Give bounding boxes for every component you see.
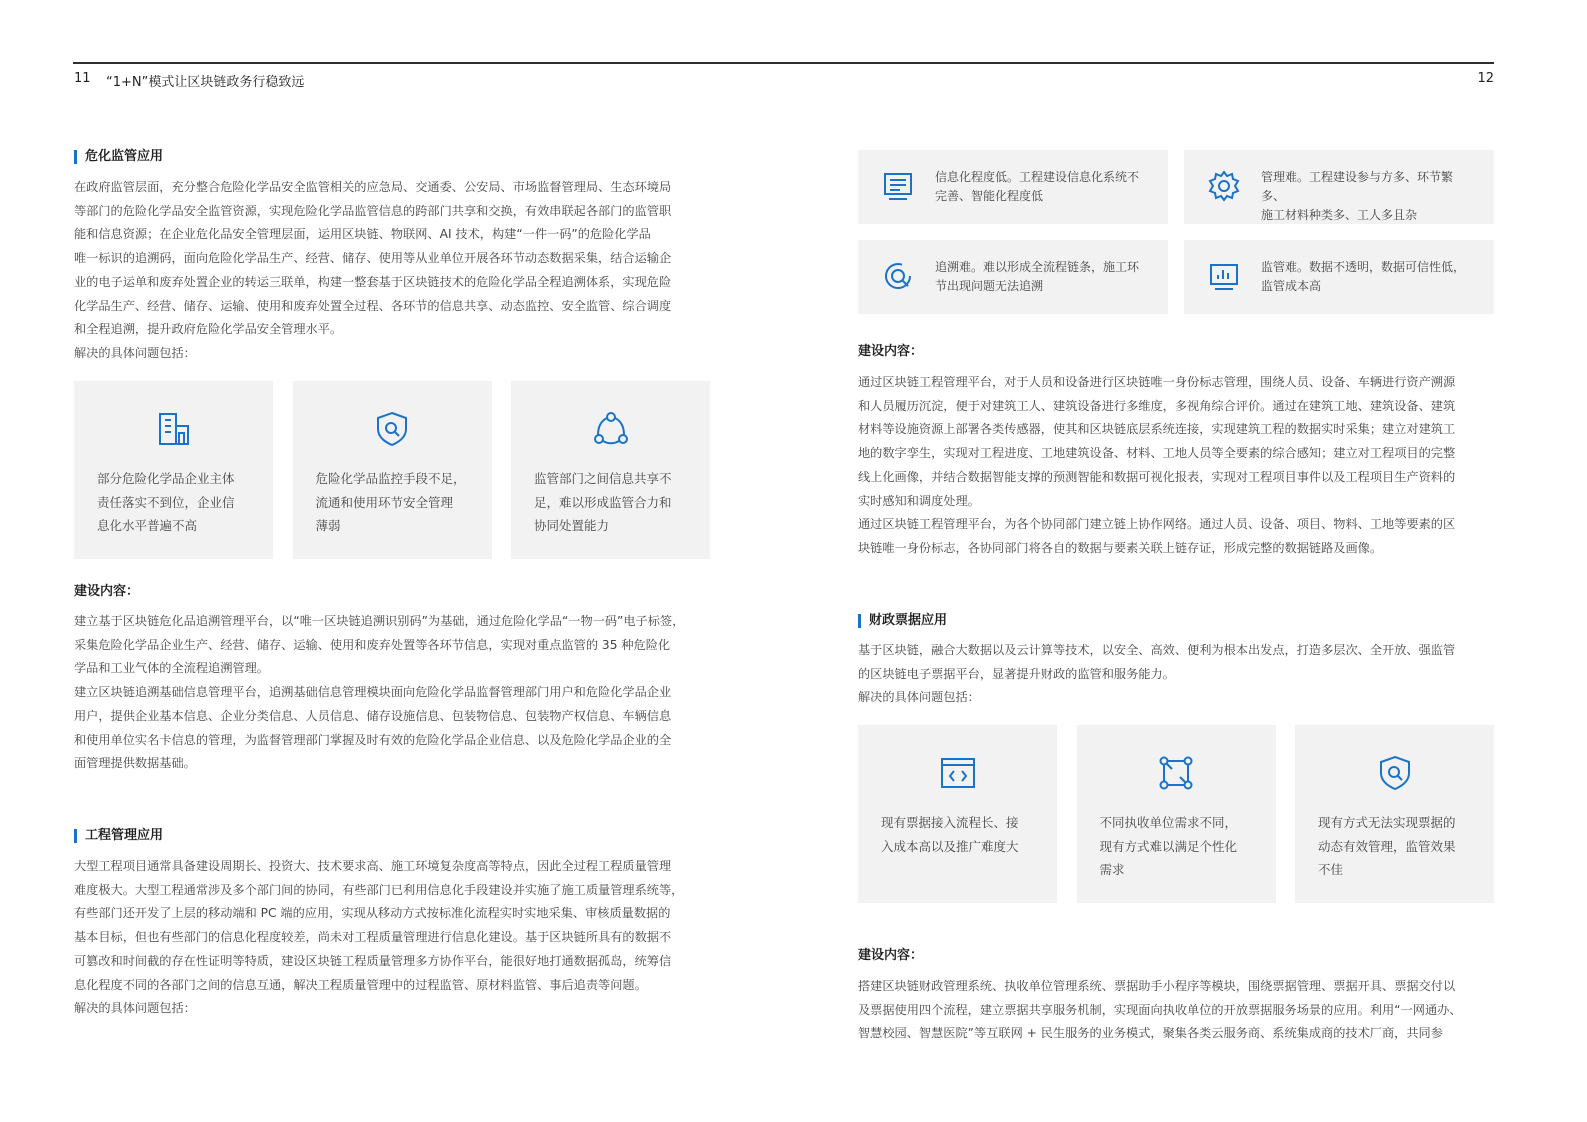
text-line: 块链唯一身份标志，各协同部门将各自的数据与要素关联上链存证，形成完整的数据链路及画像。 [858,540,1383,555]
card-line: 现有方式无法实现票据的 [1318,815,1456,830]
text-line: 化学品生产、经营、储存、运输、使用和废弃处置全过程、各环节的信息共享、动态监控、安全监管、综合调度 [74,298,672,313]
text-line: 和人员履历沉淀，便于对建筑工人、建筑设备进行多维度，多视角综合评价。通过在建筑工地、建筑设备、建筑 [858,398,1456,413]
monitor-chart-icon [1206,258,1242,294]
card-line: 不佳 [1318,862,1344,877]
section-heading-engineering: 工程管理应用 [74,828,163,844]
card-line: 完善、智能化程度低 [935,189,1044,203]
text-line: 面管理提供数据基础。 [74,756,196,771]
problem-card [1077,725,1276,903]
engineering-build-heading: 建设内容： [858,344,924,359]
text-line: 地的数字孪生，实现对工程进度、工地建筑设备、材料、工地人员等全要素的综合感知；建立对工程项目的完整 [858,446,1456,461]
card-line: 监管难。数据不透明，数据可信性低， [1261,260,1466,274]
card-line: 需求 [1099,862,1125,877]
problem-card [858,150,1168,224]
section-heading-finance: 财政票据应用 [858,613,947,629]
card-line: 现有票据接入流程长、接 [881,815,1019,830]
section-heading-hazmat: 危化监管应用 [74,149,163,165]
card-line: 管理难。工程建设参与方多、环节繁多、 [1261,170,1454,203]
card-line: 薄弱 [315,518,341,533]
text-line: 大型工程项目通常具备建设周期长、投资大、技术要求高、施工环境复杂度高等特点，因此全过程工程质量管理 [74,859,672,873]
node-square-icon [1156,753,1196,793]
text-line: 解决的具体问题包括： [858,690,980,705]
text-line: 解决的具体问题包括： [74,1001,196,1016]
code-window-icon [938,753,978,793]
card-line: 现有方式难以满足个性化 [1099,838,1238,854]
text-line: 及票据使用四个流程，建立票据共享服务机制，实现面向执收单位的开放票据服务场景的应用。利用“一网通办、 [858,1002,1462,1017]
text-line: 建立基于区块链危化品追溯管理平台，以“唯一区块链追溯识别码”为基础，通过危险化学品“一物一码”电子标签， [74,614,685,628]
text-line: 建立区块链追溯基础信息管理平台，追溯基础信息管理模块面向危险化学品监督管理部门用户和危险化学品企业 [74,685,672,700]
card-line: 息化水平普遍不高 [97,518,198,533]
text-line: 采集危险化学品企业生产、经营、储存、运输、使用和废弃处置等各环节信息，实现对重点监管的 35 种危险化 [74,637,671,652]
building-icon [154,409,194,449]
card-line: 动态有效管理，监管效果 [1318,838,1456,854]
text-line: 智慧校园、智慧医院”等互联网 + 民生服务的业务模式，聚集各类云服务商、系统集成商的技术厂商，共同参 [858,1026,1443,1041]
card-line: 追溯难。难以形成全流程链条，施工环 [935,260,1140,274]
text-line: 基本目标，但也有些部门的信息化程度较差，尚未对工程质量管理进行信息化建设。基于区块链所具有的数据不 [74,930,672,945]
finance-build-heading: 建设内容： [858,948,924,963]
problem-card [858,725,1057,903]
shield-search-icon [1375,753,1415,793]
card-line: 监管部门之间信息共享不 [534,471,672,486]
text-line: 息化程度不同的各部门之间的信息互通，解决工程质量管理中的过程监管、原材料监管、事后追责等问题。 [74,977,647,992]
problem-card [74,381,273,559]
problem-card [1184,240,1494,314]
text-line: 材料等设施资源上部署各类传感器，使其和区块链底层系统连接，实现建筑工程的数据实时采集；建立对建筑工 [858,422,1456,437]
card-line: 足，难以形成监管合力和 [534,494,672,510]
gear-icon [1206,168,1242,204]
finance-intro [858,639,1494,710]
network-nodes-icon [591,409,631,449]
text-line: 在政府监管层面，充分整合危险化学品安全监管相关的应急局、交通委、公安局、市场监督管理局、生态环境局 [74,180,672,194]
card-line: 信息化程度低。工程建设信息化系统不 [935,170,1140,184]
text-line: 基于区块链，融合大数据以及云计算等技术，以安全、高效、便利为根本出发点，打造多层次、全开放、强监管 [858,643,1456,657]
page-number-right: 12 [1477,71,1494,86]
problem-card [293,381,492,559]
hazmat-build-text [74,610,710,776]
engineering-intro [74,855,710,1021]
text-line: 搭建区块链财政管理系统、执收单位管理系统、票据助手小程序等模块，围绕票据管理、票据开具、票据交付以 [858,979,1456,993]
text-line: 业的电子运单和废弃处置企业的转运三联单，构建一整套基于区块链技术的危险化学品全程追溯体系，实现危险 [74,274,672,289]
text-line: 可篡改和时间截的存在性证明等特质，建设区块链工程质量管理多方协作平台，能很好地打通数据孤岛，统筹信 [74,953,672,968]
card-line: 部分危险化学品企业主体 [97,471,235,486]
text-line: 通过区块链工程管理平台，对于人员和设备进行区块链唯一身份标志管理，围绕人员、设备、车辆进行资产溯源 [858,375,1456,389]
card-line: 协同处置能力 [534,518,610,533]
hazmat-problem-cards [74,381,710,559]
text-line: 唯一标识的追溯码，面向危险化学品生产、经营、储存、使用等从业单位开展各环节动态数据采集，结合运输企 [74,251,672,266]
problem-card [858,240,1168,314]
text-line: 学品和工业气体的全流程追溯管理。 [74,661,269,676]
text-line: 用户，提供企业基本信息、企业分类信息、人员信息、储存设施信息、包装物信息、包装物产权信息、车辆信息 [74,708,672,723]
card-line: 责任落实不到位，企业信 [97,494,235,510]
card-line: 节出现问题无法追溯 [935,279,1044,293]
target-search-icon [880,258,916,294]
text-line: 难度极大。大型工程通常涉及多个部门间的协同，有些部门已利用信息化手段建设并实施了施工质量管理系统等， [74,882,684,897]
text-line: 等部门的危险化学品安全监管资源，实现危险化学品监管信息的跨部门共享和交换，有效串联起各部门的监管职 [74,203,672,218]
text-line: 和使用单位实名卡信息的管理，为监督管理部门掌握及时有效的危险化学品企业信息、以及危险化学品企业的全 [74,732,672,747]
card-line: 流通和使用环节安全管理 [315,494,454,510]
card-line: 监管成本高 [1261,279,1322,293]
problem-card [511,381,710,559]
hazmat-intro [74,176,710,366]
text-line: 有些部门还开发了上层的移动端和 PC 端的应用，实现从移动方式按标准化流程实时实地采集、审核质量数据的 [74,906,671,921]
shield-search-icon [372,409,412,449]
problem-card [1295,725,1494,903]
card-line: 施工材料种类多、工人多且杂 [1261,208,1418,222]
text-line: 实时感知和调度处理。 [858,493,980,508]
text-line: 线上化画像，并结合数据智能支撑的预测智能和数据可视化报表，实现对工程项目事件以及工程项目生产资料的 [858,469,1456,484]
card-line: 入成本高以及推广难度大 [881,838,1019,854]
finance-problem-cards [858,725,1494,903]
text-line: 的区块链电子票据平台，显著提升财政的监管和服务能力。 [858,666,1175,681]
text-line: 和全程追溯，提升政府危险化学品安全管理水平。 [74,322,343,337]
card-line: 不同执收单位需求不同， [1099,815,1238,830]
document-lines-icon [880,168,916,204]
problem-card [1184,150,1494,224]
running-title: “1+N”模式让区块链政务行稳致远 [106,75,305,90]
header-rule [73,62,1494,64]
page-number-left: 11 [74,71,91,86]
text-line: 能和信息资源；在企业危化品安全管理层面，运用区块链、物联网、AI 技术，构建“一件一码”的危险化学品 [74,227,651,242]
finance-build-text [858,975,1494,1046]
hazmat-build-heading: 建设内容： [74,584,140,599]
problems-intro: 解决的具体问题包括： [74,345,196,360]
card-line: 危险化学品监控手段不足， [315,471,466,486]
engineering-build-text [858,371,1494,561]
text-line: 通过区块链工程管理平台，为各个协同部门建立链上协作网络。通过人员、设备、项目、物料、工地等要素的区 [858,517,1456,532]
